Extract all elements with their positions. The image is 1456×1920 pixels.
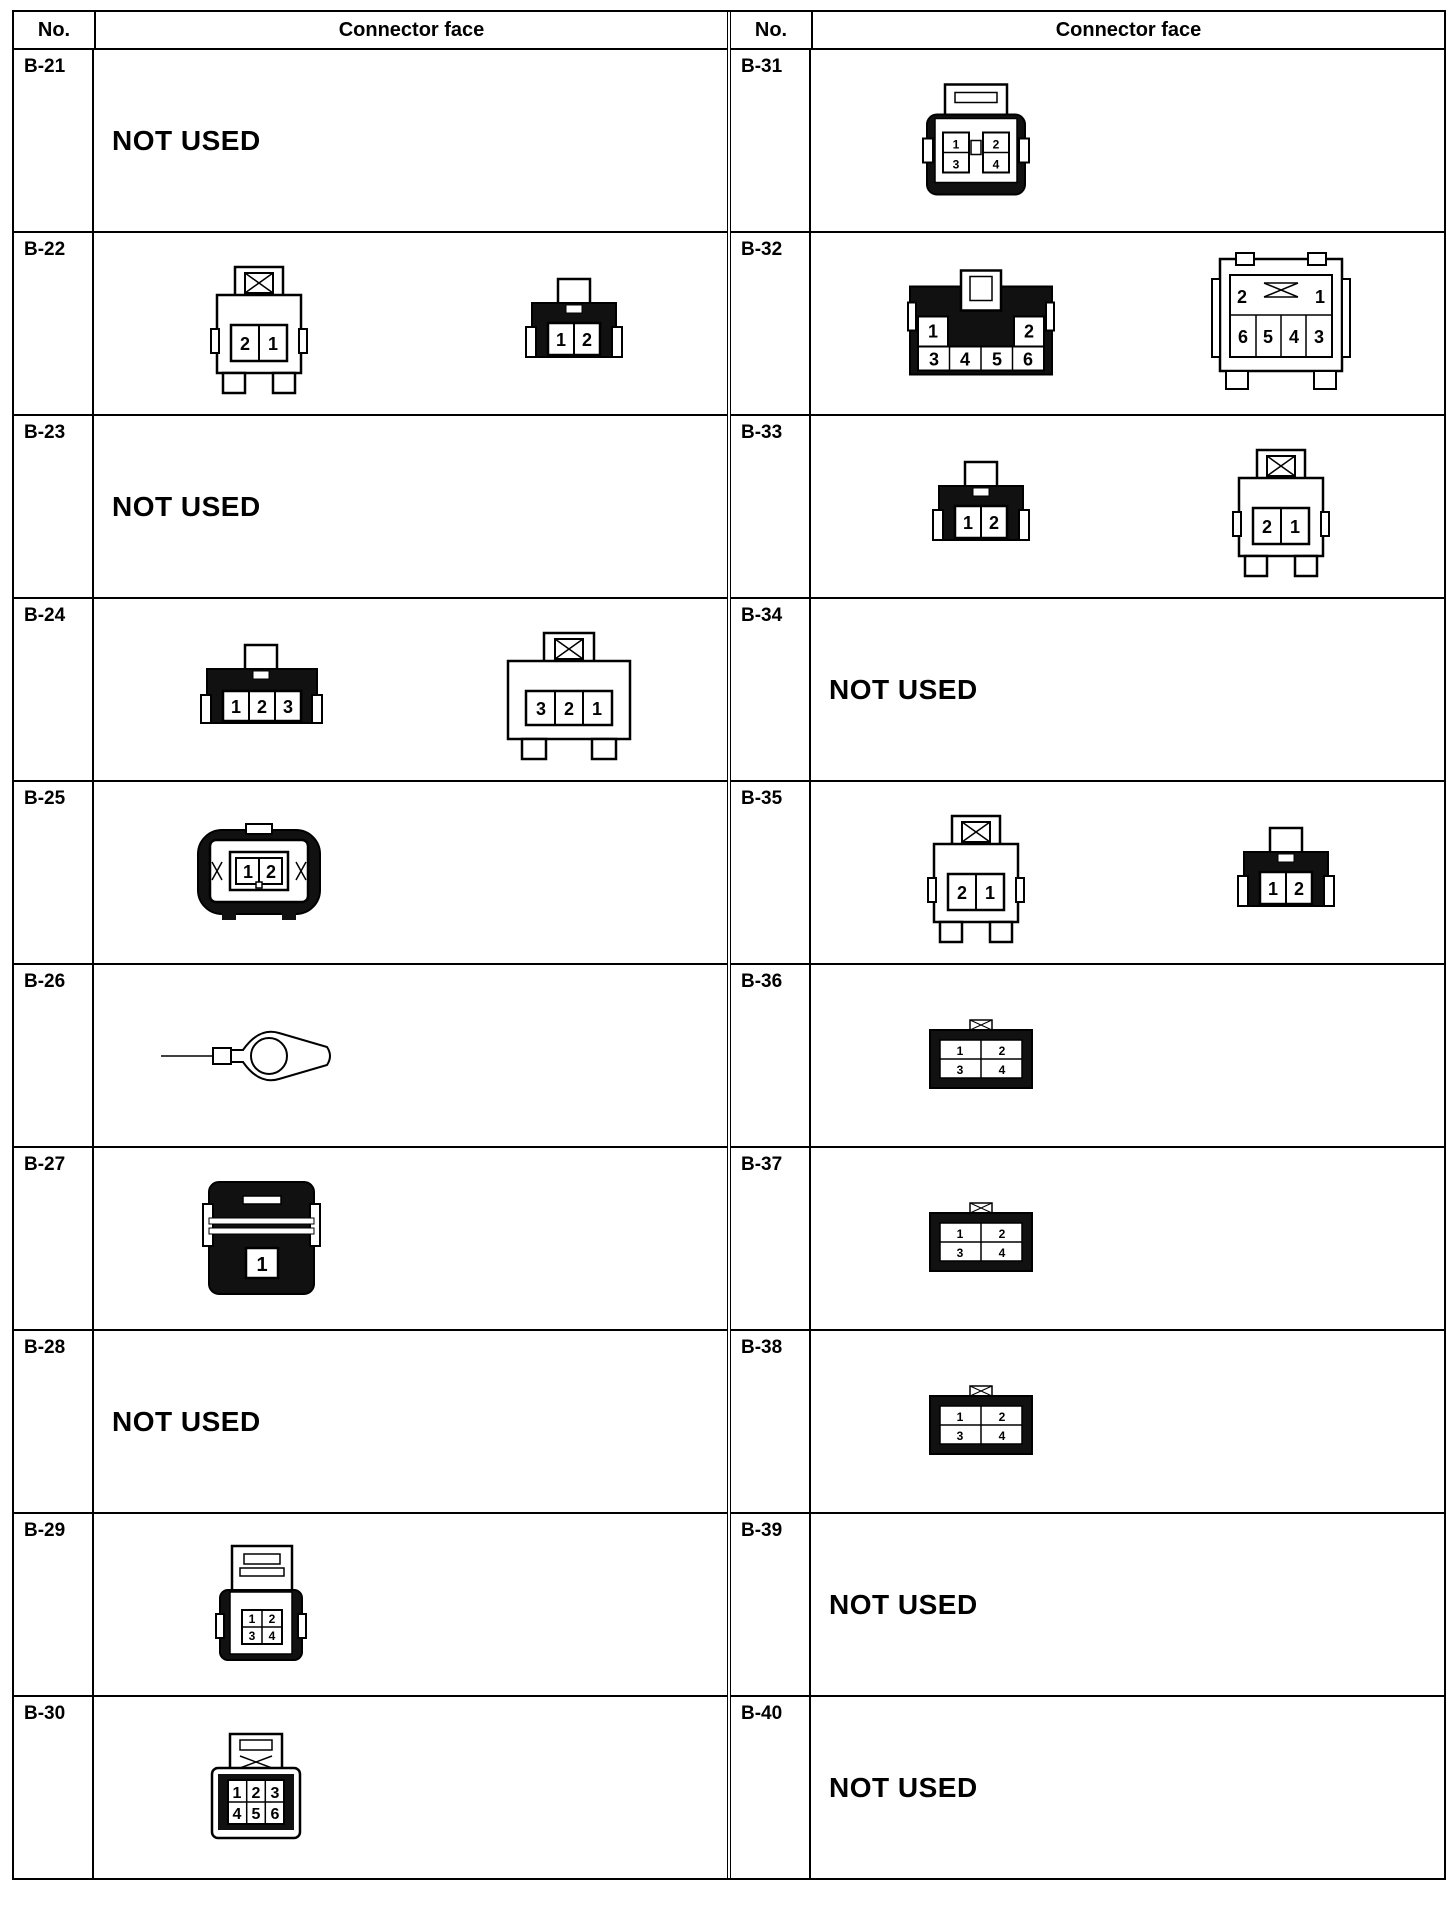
connector-male-2pin-diagram xyxy=(524,269,624,379)
connector-number: B-35 xyxy=(731,782,811,963)
header-no: No. xyxy=(731,12,813,48)
table-row xyxy=(731,599,1444,782)
pin-label: 5 xyxy=(991,349,1003,369)
connector-female-3pin-diagram xyxy=(504,615,634,765)
table-row xyxy=(14,965,727,1148)
connector-face-cell xyxy=(94,782,727,963)
table-row xyxy=(14,50,727,233)
pin-label: 3 xyxy=(248,1628,256,1643)
connector-face-cell xyxy=(94,1148,727,1329)
not-used-label: NOT USED xyxy=(829,1771,978,1803)
connector-6pin-diagram xyxy=(206,1728,306,1848)
table-row xyxy=(731,416,1444,599)
connector-face-cell xyxy=(94,1514,727,1695)
connector-face-cell xyxy=(94,599,727,780)
connector-number: B-38 xyxy=(731,1331,811,1512)
pin-label: 2 xyxy=(1023,321,1035,341)
connector-number: B-39 xyxy=(731,1514,811,1695)
pin-label: 2 xyxy=(956,882,968,903)
connector-male-2pin-diagram xyxy=(931,452,1031,562)
connector-face-cell xyxy=(94,965,727,1146)
pin-label: 2 xyxy=(239,333,251,354)
connector-table xyxy=(12,10,1446,1880)
pin-label: 4 xyxy=(998,1428,1006,1443)
pin-label: 1 xyxy=(1314,286,1326,307)
table-row xyxy=(731,1331,1444,1514)
pin-label: 1 xyxy=(248,1611,256,1626)
connector-face-cell xyxy=(94,1697,727,1878)
pin-label: 2 xyxy=(581,329,593,350)
connector-face-cell xyxy=(94,416,727,597)
connector-number: B-33 xyxy=(731,416,811,597)
pin-label: 3 xyxy=(1313,326,1325,347)
table-row xyxy=(14,233,727,416)
connector-female-6pin-diagram xyxy=(1206,249,1356,399)
pin-label: 2 xyxy=(1293,878,1305,899)
pin-label: 3 xyxy=(282,696,294,717)
connector-round-2pin-diagram xyxy=(194,818,324,928)
pin-label: 5 xyxy=(1262,326,1274,347)
table-row xyxy=(14,1331,727,1514)
pin-label: 1 xyxy=(1267,878,1279,899)
pin-label: 2 xyxy=(998,1043,1006,1058)
connector-male-3pin-diagram xyxy=(199,635,324,745)
pin-label: 1 xyxy=(927,321,939,341)
not-used-label: NOT USED xyxy=(112,124,261,156)
connector-number: B-37 xyxy=(731,1148,811,1329)
connector-4pin-small-diagram xyxy=(926,1199,1036,1279)
pin-label: 1 xyxy=(242,861,254,882)
pin-label: 5 xyxy=(251,1805,261,1823)
pin-label: 3 xyxy=(928,349,940,369)
connector-face-cell xyxy=(811,1514,1444,1695)
connector-face-cell xyxy=(811,782,1444,963)
connector-single-pin-diagram xyxy=(199,1174,324,1304)
pin-label: 4 xyxy=(268,1628,276,1643)
connector-number: B-24 xyxy=(14,599,94,780)
connector-number: B-30 xyxy=(14,1697,94,1878)
pin-label: 4 xyxy=(1288,326,1300,347)
connector-number: B-32 xyxy=(731,233,811,414)
pin-label: 4 xyxy=(998,1062,1006,1077)
connector-number: B-22 xyxy=(14,233,94,414)
pin-label: 3 xyxy=(952,157,960,171)
pin-label: 1 xyxy=(952,137,960,151)
header-connector-face: Connector face xyxy=(1055,18,1202,41)
connector-female-2pin-diagram xyxy=(926,798,1026,948)
pin-label: 6 xyxy=(1237,326,1249,347)
connector-female-2pin-diagram xyxy=(1231,432,1331,582)
table-row xyxy=(14,1697,727,1878)
pin-label: 2 xyxy=(988,512,1000,533)
connector-face-cell xyxy=(811,233,1444,414)
not-used-label: NOT USED xyxy=(112,1405,261,1437)
table-row xyxy=(14,1148,727,1331)
pin-label: 2 xyxy=(1261,516,1273,537)
connector-4pin-diagram xyxy=(921,78,1031,203)
table-row xyxy=(731,965,1444,1148)
pin-label: 1 xyxy=(962,512,974,533)
pin-label: 2 xyxy=(265,861,277,882)
connector-female-2pin-diagram xyxy=(209,249,309,399)
pin-label: 2 xyxy=(256,696,268,717)
ring-terminal-diagram xyxy=(159,1021,339,1091)
table-row xyxy=(14,599,727,782)
pin-label: 1 xyxy=(956,1043,964,1058)
pin-label: 3 xyxy=(270,1784,280,1802)
connector-number: B-34 xyxy=(731,599,811,780)
table-row xyxy=(731,782,1444,965)
pin-label: 6 xyxy=(1022,349,1034,369)
pin-label: 1 xyxy=(984,882,996,903)
connector-face-cell xyxy=(811,1331,1444,1512)
table-header xyxy=(731,12,1444,50)
pin-label: 4 xyxy=(998,1245,1006,1260)
pin-label: 3 xyxy=(535,698,547,719)
left-column-group xyxy=(14,12,731,1878)
connector-number: B-23 xyxy=(14,416,94,597)
pin-label: 1 xyxy=(256,1253,268,1276)
pin-label: 2 xyxy=(268,1611,276,1626)
connector-male-6pin-diagram xyxy=(906,266,1056,381)
header-connector-face: Connector face xyxy=(338,18,485,41)
pin-label: 3 xyxy=(956,1062,964,1077)
pin-label: 1 xyxy=(555,329,567,350)
pin-label: 2 xyxy=(998,1226,1006,1241)
connector-number: B-36 xyxy=(731,965,811,1146)
pin-label: 1 xyxy=(956,1409,964,1424)
pin-label: 1 xyxy=(1289,516,1301,537)
right-column-group xyxy=(731,12,1444,1878)
connector-face-cell xyxy=(94,233,727,414)
connector-face-cell xyxy=(811,416,1444,597)
table-row xyxy=(14,782,727,965)
connector-face-cell xyxy=(811,965,1444,1146)
connector-number: B-29 xyxy=(14,1514,94,1695)
pin-label: 1 xyxy=(230,696,242,717)
table-row xyxy=(731,50,1444,233)
connector-number: B-28 xyxy=(14,1331,94,1512)
pin-label: 2 xyxy=(992,137,1000,151)
pin-label: 1 xyxy=(232,1784,242,1802)
connector-number: B-26 xyxy=(14,965,94,1146)
connector-face-cell xyxy=(94,50,727,231)
connector-4pin-small-diagram xyxy=(926,1016,1036,1096)
not-used-label: NOT USED xyxy=(829,673,978,705)
table-row xyxy=(731,1514,1444,1697)
header-no: No. xyxy=(14,12,96,48)
pin-label: 6 xyxy=(270,1805,280,1823)
not-used-label: NOT USED xyxy=(112,490,261,522)
connector-number: B-21 xyxy=(14,50,94,231)
pin-label: 3 xyxy=(956,1428,964,1443)
connector-male-2pin-diagram xyxy=(1236,818,1336,928)
connector-number: B-31 xyxy=(731,50,811,231)
pin-label: 2 xyxy=(1236,286,1248,307)
table-row xyxy=(731,1697,1444,1878)
pin-label: 1 xyxy=(956,1226,964,1241)
pin-label: 4 xyxy=(992,157,1000,171)
connector-4pin-small-diagram xyxy=(926,1382,1036,1462)
pin-label: 1 xyxy=(591,698,603,719)
connector-face-cell xyxy=(811,599,1444,780)
connector-number: B-25 xyxy=(14,782,94,963)
table-row xyxy=(14,1514,727,1697)
table-row xyxy=(731,1148,1444,1331)
pin-label: 4 xyxy=(959,349,971,369)
not-used-label: NOT USED xyxy=(829,1588,978,1620)
connector-number: B-40 xyxy=(731,1697,811,1878)
table-row xyxy=(731,233,1444,416)
connector-face-cell xyxy=(811,50,1444,231)
connector-4pin-diagram xyxy=(214,1540,309,1670)
table-header xyxy=(14,12,727,50)
pin-label: 2 xyxy=(563,698,575,719)
pin-label: 3 xyxy=(956,1245,964,1260)
pin-label: 2 xyxy=(998,1409,1006,1424)
connector-face-cell xyxy=(811,1148,1444,1329)
pin-label: 4 xyxy=(232,1805,242,1823)
table-row xyxy=(14,416,727,599)
pin-label: 1 xyxy=(267,333,279,354)
connector-face-cell xyxy=(811,1697,1444,1878)
connector-number: B-27 xyxy=(14,1148,94,1329)
connector-face-cell xyxy=(94,1331,727,1512)
pin-label: 2 xyxy=(251,1784,261,1802)
